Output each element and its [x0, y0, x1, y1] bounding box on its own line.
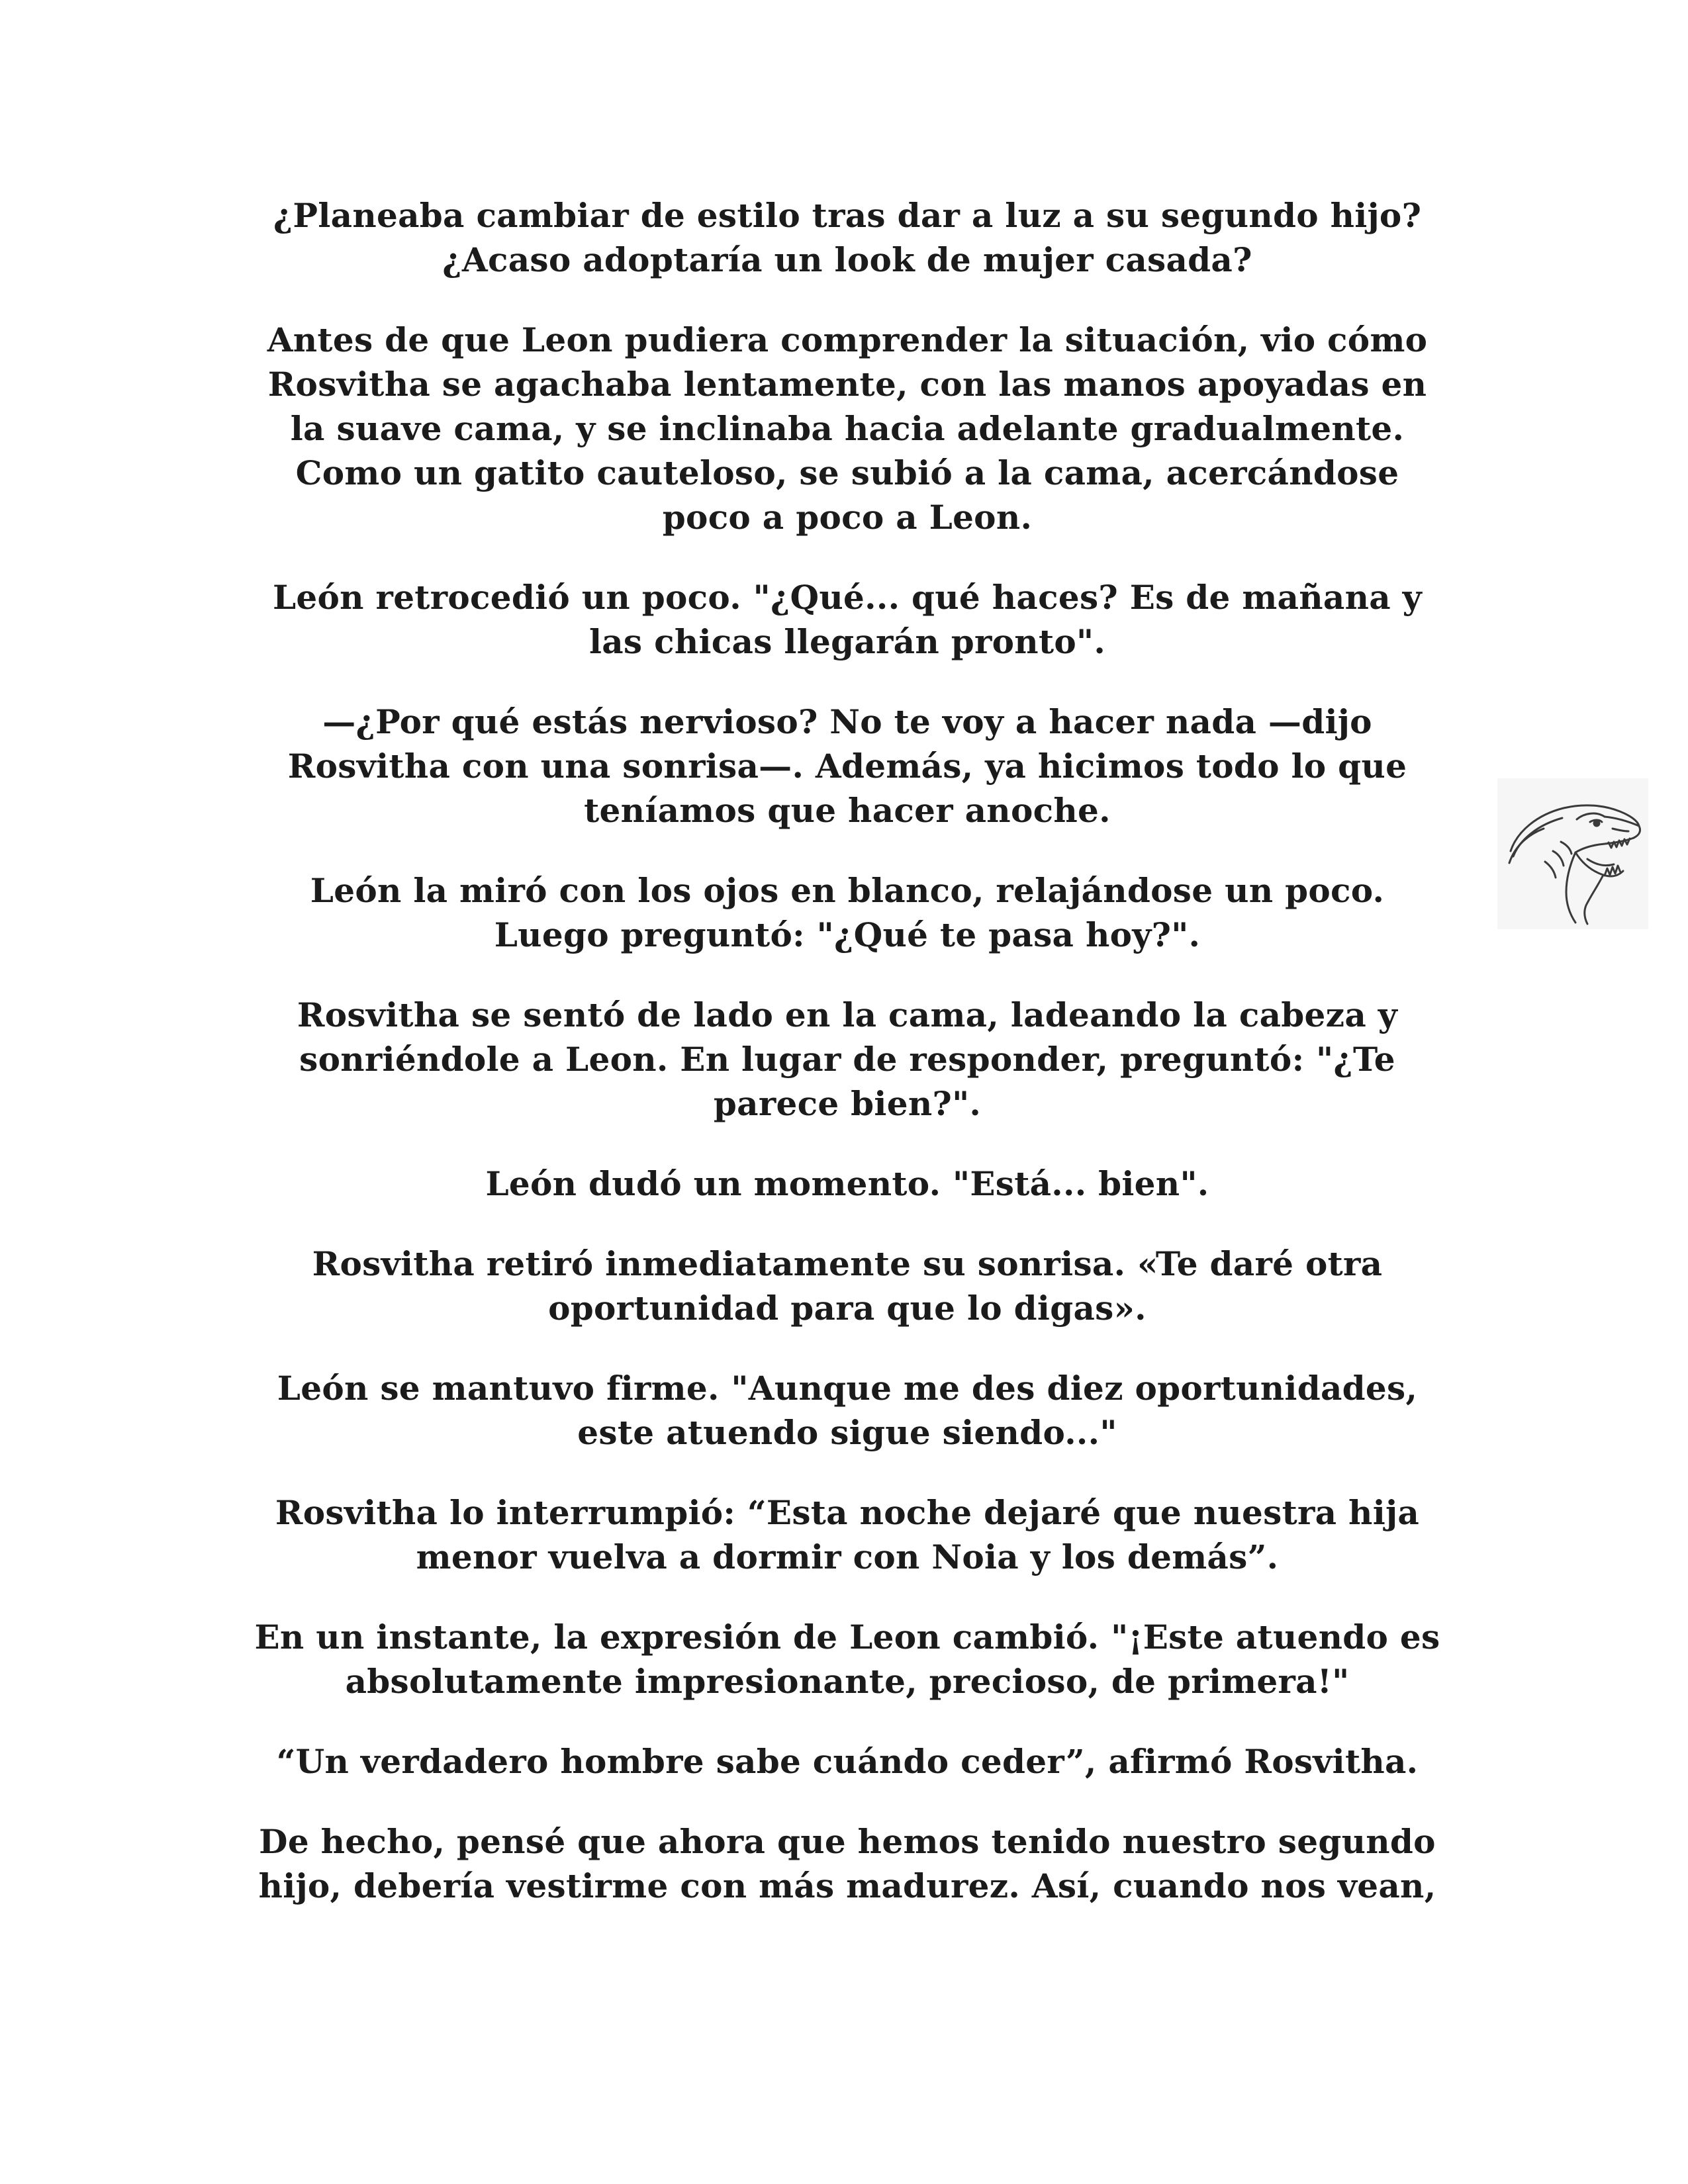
text-line: hijo, debería vestirme con más madurez. Así, cuando nos vean, [258, 1866, 1436, 1905]
text-line: ¿Acaso adoptaría un look de mujer casada? [442, 240, 1252, 279]
paragraph [225, 318, 1470, 539]
text-line: En un instante, la expresión de Leon cambió. "¡Este atuendo es [254, 1617, 1440, 1657]
text-line: De hecho, pensé que ahora que hemos tenido nuestro segundo [259, 1822, 1436, 1861]
paragraph [225, 1161, 1470, 1206]
paragraph [225, 1615, 1470, 1704]
text-line: Rosvitha se sentó de lado en la cama, ladeando la cabeza y [297, 995, 1398, 1034]
text-line: teníamos que hacer anoche. [584, 791, 1111, 830]
text-line: Rosvitha retiró inmediatamente su sonrisa. «Te daré otra [312, 1244, 1383, 1283]
text-line: León retrocedió un poco. "¿Qué... qué haces? Es de mañana y [272, 578, 1423, 617]
paragraph [225, 993, 1470, 1126]
text-line: —¿Por qué estás nervioso? No te voy a hacer nada —dijo [322, 702, 1372, 741]
paragraph [225, 575, 1470, 664]
text-line: las chicas llegarán pronto". [588, 622, 1106, 661]
paragraph [225, 193, 1470, 282]
text-line: León la miró con los ojos en blanco, relajándose un poco. [310, 871, 1385, 910]
text-line: León se mantuvo firme. "Aunque me des diez oportunidades, [277, 1369, 1418, 1408]
paragraph [225, 1366, 1470, 1455]
text-line: Rosvitha lo interrumpió: “Esta noche dejaré que nuestra hija [275, 1493, 1420, 1532]
story-text [225, 193, 1470, 1944]
text-line: Rosvitha con una sonrisa—. Además, ya hicimos todo lo que [287, 747, 1407, 786]
text-line: menor vuelva a dormir con Noia y los demás”. [416, 1537, 1279, 1576]
text-line: parece bien?". [713, 1084, 982, 1123]
dinosaur-head-icon [1497, 778, 1648, 929]
text-line: este atuendo sigue siendo..." [577, 1413, 1117, 1452]
paragraph [225, 1819, 1470, 1908]
text-line: “Un verdadero hombre sabe cuándo ceder”, afirmó Rosvitha. [276, 1742, 1419, 1781]
text-line: Antes de que Leon pudiera comprender la situación, vio cómo [267, 320, 1428, 359]
text-line: oportunidad para que lo digas». [548, 1289, 1147, 1328]
text-line: absolutamente impresionante, precioso, de primera!" [345, 1662, 1350, 1701]
text-line: León dudó un momento. "Está... bien". [485, 1164, 1209, 1203]
text-line: poco a poco a Leon. [662, 498, 1033, 537]
text-line: ¿Planeaba cambiar de estilo tras dar a luz a su segundo hijo? [273, 196, 1422, 235]
text-line: la suave cama, y se inclinaba hacia adelante gradualmente. [290, 409, 1405, 448]
text-line: Como un gatito cauteloso, se subió a la cama, acercándose [295, 453, 1399, 492]
text-line: Rosvitha se agachaba lentamente, con las manos apoyadas en [267, 365, 1427, 404]
paragraph [225, 1739, 1470, 1784]
paragraph [225, 700, 1470, 833]
text-line: sonriéndole a Leon. En lugar de responder, preguntó: "¿Te [299, 1040, 1395, 1079]
paragraph [225, 1490, 1470, 1579]
paragraph [225, 868, 1470, 957]
text-line: Luego preguntó: "¿Qué te pasa hoy?". [494, 915, 1201, 954]
paragraph [225, 1242, 1470, 1330]
